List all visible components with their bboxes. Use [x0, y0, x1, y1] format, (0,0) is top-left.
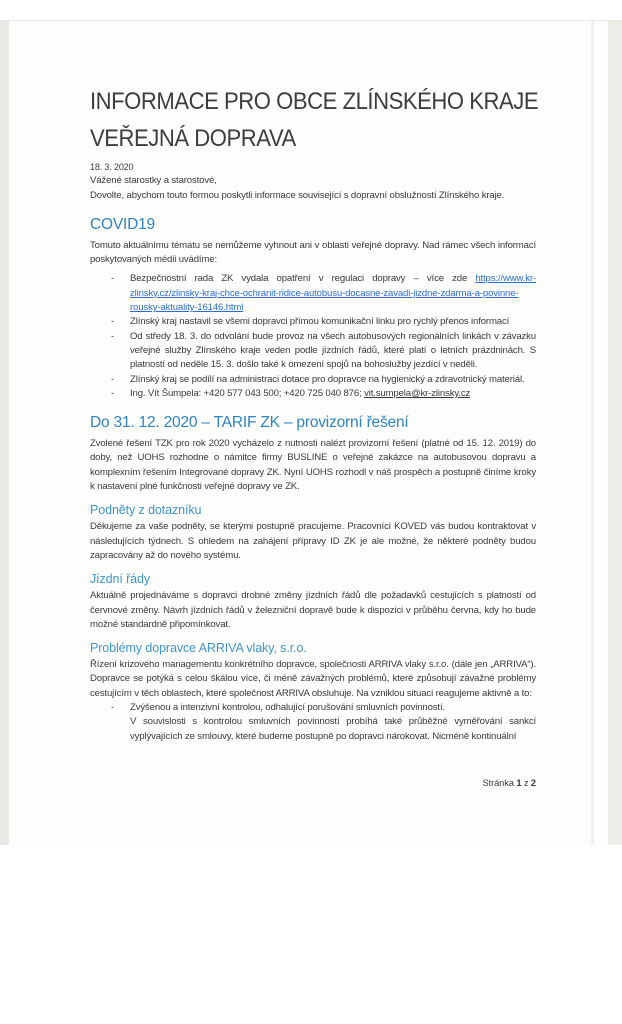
page-title	[90, 83, 539, 157]
page-number-separator: z	[523, 778, 529, 788]
page-number-current: 1	[516, 778, 522, 788]
intro-paragraph: Dovolte, abychom touto formou poskytli informace související s dopravní obslužností Zlínského kraje.	[90, 189, 505, 201]
bullet-dash: -	[111, 316, 115, 328]
contact-text: Ing. Vít Šumpela: +420 577 043 500; +420 725 040 876;	[130, 387, 365, 399]
contact-email-link[interactable]: vit.sumpela@kr-zlinsky.cz	[364, 387, 471, 399]
covid-heading: COVID19	[90, 215, 155, 233]
bullet-item-hygiene-subsidy	[90, 373, 536, 387]
bullet-dash: -	[111, 387, 115, 399]
subheading-podnety-z-dotazniku: Podněty z dotazníku	[90, 503, 202, 518]
podnety-paragraph: Děkujeme za vaše podněty, se kterými postupně pracujeme. Pracovníci KOVED vás budou kontraktovat v následujících týdnech. S ohledem na zahájení přípravy ID ZK je ale možné, že některé podněty budou zapracovány až do nového systému.	[90, 521, 536, 561]
doc-date: 18. 3. 2020	[90, 162, 134, 172]
bullet-item-holiday-timetables	[90, 330, 536, 373]
salutation: Vážené starostky a starostové,	[90, 175, 217, 187]
tarif-section	[90, 413, 536, 744]
bullet-item-regulation	[90, 272, 536, 315]
page-footer	[90, 778, 536, 788]
page-number-label: Stránka	[482, 778, 514, 788]
scan-edge-left	[0, 21, 9, 845]
covid-lead-paragraph: Tomuto aktuálnímu tématu se nemůžeme vyhnout ani v oblasti veřejné dopravy. Nad rámec všech informací poskytovaných médii uvádíme:	[90, 239, 536, 266]
subheading-jizdni-rady: Jízdní řády	[90, 572, 151, 587]
bullet-text: Zvýšenou a intenzivní kontrolou, odhalující porušování smluvních povinností.	[130, 702, 445, 714]
covid-bullet-list	[90, 272, 536, 401]
page-content	[90, 21, 539, 744]
covid-section	[90, 215, 536, 401]
jizdni-rady-paragraph: Aktuálně projednáváme s dopravci drobné změny jízdních řádů dle požadavků cestujících s platností od červnové změny. Návrh jízdních řádů v železniční dopravě bude k dispozici v průběhu června, kdy ho bude možné standardně připomínkovat.	[90, 590, 536, 630]
page-number-total: 2	[530, 778, 536, 788]
scan-page-edge-line	[591, 21, 594, 845]
subheading-arriva-problems: Problémy dopravce ARRIVA vlaky, s.r.o.	[90, 641, 307, 656]
arriva-continuation-paragraph: V souvislosti s kontrolou smluvních povinností probíhá také průběžné vyměřování sankcí vyplývajících ze smlouvy, které budeme postupně po dopravci nárokovat. Nicméně kontinuální	[130, 716, 536, 742]
regulation-announcement-link[interactable]: https://www.kr-zlinsky.cz/zlinsky-kraj-chce-ochranit-ridice-autobusu-docasne-zavadi-jizdne-zdarma-a-povinne-rousky-aktuality-16146.html	[130, 273, 536, 314]
bullet-dash: -	[111, 702, 115, 714]
tarif-paragraph: Zvolené řešení TZK pro rok 2020 vycházelo z nutnosti nalézt provizorní řešení (platné od 15. 12. 2019) do doby, než UOHS rozhodne o námitce firmy BUSLINE o veřejné zakázce na autobusovou dopravu a komplexním řešením Integrované dopravy ZK. Nyní UOHS rozhodl v náš prospěch a postupně činíme kroky k nastavení plné funkčnosti veřejné dopravy ve ZK.	[90, 438, 536, 493]
bullet-text	[130, 387, 536, 401]
bullet-text	[130, 272, 536, 315]
bullet-text: Od středy 18. 3. do odvolání bude provoz na všech autobusových regionálních linkách v závazku veřejné služby Zlínského kraje veden podle jízdních řádů, které platí o letních prázdninách. S platností od neděle 15. 3. došlo také k omezení spojů na bohoslužby jezdící v neděli.	[130, 330, 536, 371]
arriva-bullet-item	[90, 701, 536, 715]
bullet-text: Zlínský kraj se podílí na administraci dotace pro dopravce na hygienický a zdravotnický materiál.	[130, 373, 525, 385]
bullet-text: Zlínský kraj nastavil se všemi dopravci přímou komunikační linku pro rychlý přenos informací	[130, 316, 510, 328]
bullet-dash: -	[111, 373, 115, 385]
bullet-dash: -	[111, 273, 115, 285]
scan-edge-right	[608, 21, 622, 845]
tarif-heading: Do 31. 12. 2020 – TARIF ZK – provizorní řešení	[90, 414, 409, 432]
bullet-item-communication-line	[90, 315, 536, 329]
document-page-1	[0, 20, 622, 845]
document-page-2	[0, 858, 622, 1024]
title-line-2: VEŘEJNÁ DOPRAVA	[90, 125, 296, 152]
title-line-1: INFORMACE PRO OBCE ZLÍNSKÉHO KRAJE	[90, 88, 539, 115]
bullet-item-contact	[90, 387, 536, 401]
arriva-paragraph: Řízení krizového managementu konkrétního dopravce, společnosti ARRIVA vlaky s.r.o. (dále jen „ARRIVA“). Dopravce se potýká s celou škálou více, či méně závažných problémů, které způsobují závažné problémy cestujícím v těch oblastech, které společnost ARRIVA obsluhuje. Na vzniklou situaci reagujeme aktivně a to:	[90, 659, 536, 699]
bullet-text-prefix: Bezpečnostní rada ZK vydala opatření v regulaci dopravy – více zde	[130, 273, 476, 285]
bullet-dash: -	[111, 330, 115, 342]
